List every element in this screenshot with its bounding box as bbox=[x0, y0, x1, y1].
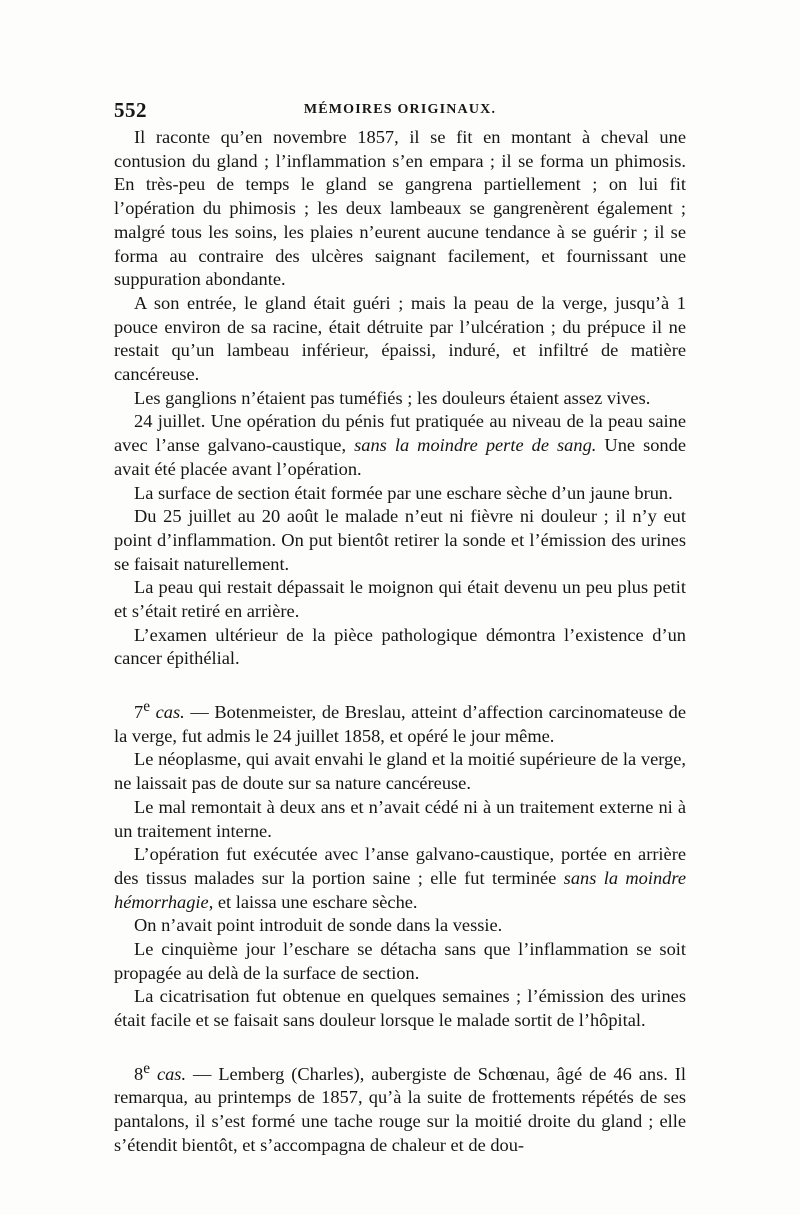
superscript: e bbox=[143, 1059, 151, 1077]
paragraph bbox=[114, 292, 686, 387]
paragraph bbox=[114, 843, 686, 914]
italic-text: sans la moindre perte de sang. bbox=[354, 435, 597, 456]
body-text bbox=[114, 126, 686, 1157]
paragraph bbox=[114, 126, 686, 292]
superscript: e bbox=[143, 697, 151, 715]
paragraph bbox=[114, 387, 686, 411]
case-number: 7 bbox=[134, 701, 144, 722]
paragraph bbox=[114, 938, 686, 985]
paragraph bbox=[114, 748, 686, 795]
italic-text: cas. bbox=[150, 1063, 187, 1084]
paragraph-text: — Botenmeister, de Breslau, atteint d’affection carcinomateuse de la verge, fut admis le 24 juillet 1858, et opéré le jour même. bbox=[114, 701, 686, 746]
italic-text: sans la moindre hémorrhagie bbox=[114, 867, 686, 912]
paragraph bbox=[114, 576, 686, 623]
paragraph-text: L’opération fut exécutée avec l’anse galvano-caustique, portée en arrière des tissus malades sur la portion saine ; elle fut terminée bbox=[114, 844, 686, 888]
paragraph bbox=[114, 624, 686, 671]
paragraph bbox=[114, 410, 686, 481]
paragraph-text: Le cinquième jour l’eschare se détacha sans que l’inflammation se soit propagée au delà de la surface de section. bbox=[114, 939, 686, 983]
paragraph bbox=[114, 985, 686, 1032]
paragraph-text: Le néoplasme, qui avait envahi le gland et la moitié supérieure de la verge, ne laissait pas de doute sur sa nature cancéreuse. bbox=[114, 749, 686, 794]
paragraph-text: Du 25 juillet au 20 août le malade n’eut ni fièvre ni douleur ; il n’y eut point d’inflammation. On put bientôt retirer la sonde et l’émission des urines se faisait naturellement. bbox=[114, 506, 686, 574]
paragraph-text: Il raconte qu’en novembre 1857, il se fit en montant à cheval une contusion du gland ; l’inflammation s’en empara ; il se forma un phimosis. En très-peu de temps le gland se gangrena partiellement ; on lui fit l’opération du phimosis ; les deux lambeaux se gangrenèrent également ; malgré tous les soins, les plaies n’eurent aucune tendance à se guérir ; il se forma au contraire des ulcères saignant facilement, et fournissant une suppuration abondante. bbox=[114, 127, 686, 290]
paragraph-text: 24 juillet. Une opération du pénis fut pratiquée au niveau de la peau saine avec l’anse galvano-caustique, bbox=[114, 411, 686, 456]
paragraph-text: La surface de section était formée par une eschare sèche d’un jaune brun. bbox=[134, 482, 673, 503]
paragraph-text: Une sonde avait été placée avant l’opération. bbox=[114, 435, 686, 479]
paragraph-text: La cicatrisation fut obtenue en quelques semaines ; l’émission des urines était facile et se faisait sans douleur lorsque le malade sortit de l’hôpital. bbox=[114, 986, 686, 1031]
paragraph bbox=[114, 505, 686, 576]
paragraph-text: Les ganglions n’étaient pas tuméfiés ; les douleurs étaient assez vives. bbox=[134, 387, 651, 408]
paragraph-text: — Lemberg (Charles), aubergiste de Schœnau, âgé de 46 ans. Il remarqua, au printemps de 1857, qu’à la suite de frottements répétés de ses pantalons, il s’est formé une tache rouge sur la moitié droite du gland ; elle s’étendit bientôt, et s’accompagna de chaleur et de dou- bbox=[114, 1063, 686, 1155]
paragraph-text: A son entrée, le gland était guéri ; mais la peau de la verge, jusqu’à 1 pouce environ de sa racine, était détruite par l’ulcération ; du prépuce il ne restait qu’un lambeau inférieur, épaissi, induré, et infiltré de matière cancéreuse. bbox=[114, 292, 686, 385]
page-number: 552 bbox=[114, 98, 147, 122]
case-number: 8 bbox=[134, 1063, 144, 1084]
case-paragraph bbox=[114, 695, 686, 749]
paragraph bbox=[114, 796, 686, 843]
running-title: MÉMOIRES ORIGINAUX. bbox=[303, 102, 497, 117]
paragraph-text: L’examen ultérieur de la pièce pathologique démontra l’existence d’un cancer épithélial. bbox=[114, 624, 686, 669]
case-paragraph bbox=[114, 1057, 686, 1158]
paragraph-text: , et laissa une eschare sèche. bbox=[208, 891, 418, 912]
paragraph-text: Le mal remontait à deux ans et n’avait cédé ni à un traitement externe ni à un traitement interne. bbox=[114, 796, 686, 841]
paragraph bbox=[114, 914, 686, 938]
paragraph bbox=[114, 482, 686, 506]
paragraph-text: On n’avait point introduit de sonde dans la vessie. bbox=[134, 915, 503, 936]
paragraph-text: La peau qui restait dépassait le moignon qui était devenu un peu plus petit et s’était retiré en arrière. bbox=[114, 577, 686, 622]
italic-text: cas. bbox=[150, 701, 185, 722]
page-header bbox=[114, 98, 686, 124]
